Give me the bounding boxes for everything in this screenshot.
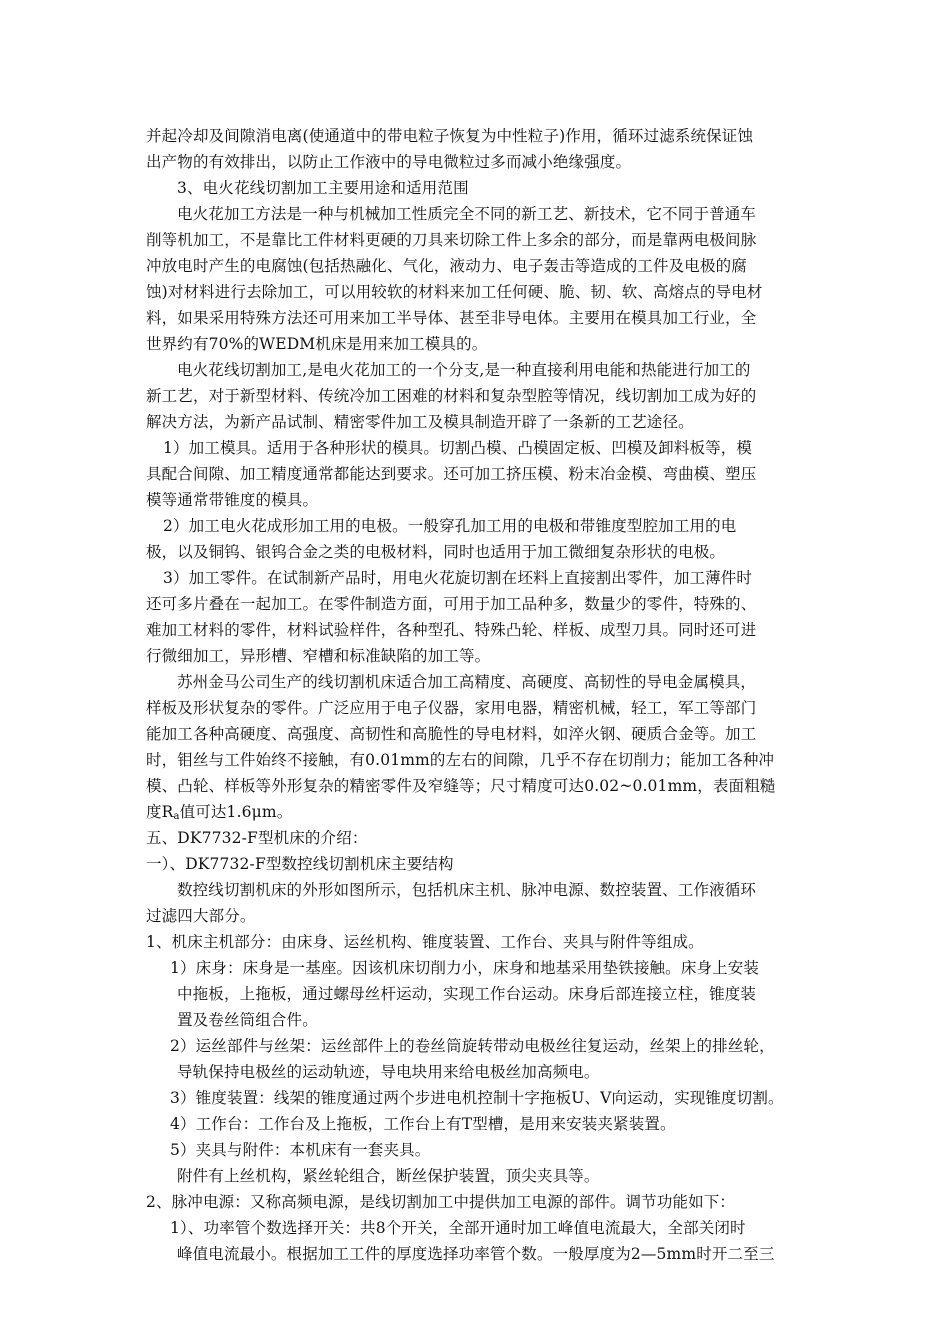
text-line: 模等通常带锥度的模具。 xyxy=(146,491,319,509)
text-line: 模、凸轮、样板等外形复杂的精密零件及窄缝等；尺寸精度可达0.02~0.01mm，表面粗糙 xyxy=(146,777,776,795)
list-item: 3）锥度装置：线架的锥度通过两个步进电机控制十字拖板U、V向运动，实现锥度切割。 xyxy=(170,1089,784,1107)
text-line: 3）加工零件。在试制新产品时，用电火花旋切割在坯料上直接割出零件，加工薄件时 xyxy=(163,569,753,587)
text-line: 数控线切割机床的外形如图所示，包括机床主机、脉冲电源、数控装置、工作液循环 xyxy=(177,881,757,899)
text-line: 过滤四大部分。 xyxy=(146,907,256,925)
text-line: 样板及形状复杂的零件。广泛应用于电子仪器，家用电器，精密机械，轻工，军工等部门 xyxy=(146,699,757,717)
list-heading: 1、机床主机部分：由床身、运丝机构、锥度装置、工作台、夹具与附件等组成。 xyxy=(146,933,704,951)
list-item: 1）、功率管个数选择开关：共8个开关，全部开通时加工峰值电流最大，全部关闭时 xyxy=(170,1219,746,1237)
text-line: 时，钼丝与工件始终不接触，有0.01mm的左右的间隙，几乎不存在切削力；能加工各种冲 xyxy=(146,751,775,769)
text-line: 2）加工电火花成形加工用的电极。一般穿孔加工用的电极和带锥度型腔加工用的电 xyxy=(163,517,737,535)
text-line: 能加工各种高硬度、高强度、高韧性和高脆性的导电材料，如淬火钢、硬质合金等。加工 xyxy=(146,725,757,743)
text-run: 值可达1.6μm。 xyxy=(179,803,293,821)
list-item: 5）夹具与附件：本机床有一套夹具。 xyxy=(170,1141,431,1159)
text-line: 出产物的有效排出，以防止工作液中的导电微粒过多而减小绝缘强度。 xyxy=(146,153,632,171)
text-line: 冲放电时产生的电腐蚀(包括热融化、气化，液动力、电子轰击等造成的工件及电极的腐 xyxy=(146,257,747,275)
text-line: 电火花线切割加工,是电火花加工的一个分支,是一种直接利用电能和热能进行加工的 xyxy=(177,361,751,379)
text-line: 行微细加工，异形槽、窄槽和标准缺陷的加工等。 xyxy=(146,647,491,665)
text-line xyxy=(146,800,292,824)
subsection-heading: 一）、DK7732-F型数控线切割机床主要结构 xyxy=(146,855,454,873)
text-line: 峰值电流最小。根据加工工件的厚度选择功率管个数。一般厚度为2—5mm时开二至三 xyxy=(177,1245,775,1263)
text-line: 电火花加工方法是一种与机械加工性质完全不同的新工艺、新技术，它不同于普通车 xyxy=(177,205,757,223)
text-line: 具配合间隙、加工精度通常都能达到要求。还可加工挤压模、粉末冶金模、弯曲模、塑压 xyxy=(146,465,757,483)
text-line: 削等机加工，不是靠比工件材料更硬的刀具来切除工件上多余的部分，而是靠两电极间脉 xyxy=(146,231,757,249)
text-line: 中拖板，上拖板，通过螺母丝杆运动，实现工作台运动。床身后部连接立柱，锥度装 xyxy=(177,985,757,1003)
text-line: 极，以及铜钨、银钨合金之类的电极材料，同时也适用于加工微细复杂形状的电极。 xyxy=(146,543,726,561)
text-line: 并起冷却及间隙消电离(使通道中的带电粒子恢复为中性粒子)作用，循环过滤系统保证蚀 xyxy=(146,127,754,145)
list-item: 4）工作台：工作台及上拖板，工作台上有T型槽，是用来安装夹紧装置。 xyxy=(170,1115,676,1133)
subscript-a: a xyxy=(173,811,180,822)
text-line: 世界约有70%的WEDM机床是用来加工模具的。 xyxy=(146,335,488,353)
text-line: 蚀)对材料进行去除加工，可以用较软的材料来加工任何硬、脆、韧、软、高熔点的导电材 xyxy=(146,283,763,301)
text-line: 新工艺，对于新型材料、传统冷加工困难的材料和复杂型腔等情况，线切割加工成为好的 xyxy=(146,387,757,405)
text-line: 置及卷丝筒组合件。 xyxy=(177,1011,318,1029)
text-line: 导轨保持电极丝的运动轨迹，导电块用来给电极丝加高频电。 xyxy=(177,1063,600,1081)
text-line: 料，如果采用特殊方法还可用来加工半导体、甚至非导电体。主要用在模具加工行业，全 xyxy=(146,309,757,327)
text-line: 1）加工模具。适用于各种形状的模具。切割凸模、凸模固定板、凹模及卸料板等，模 xyxy=(163,439,753,457)
text-run: 度R xyxy=(146,803,174,821)
text-line: 苏州金马公司生产的线切割机床适合加工高精度、高硬度、高韧性的导电金属模具， xyxy=(177,673,757,691)
section-heading: 五、DK7732-F型机床的介绍： xyxy=(146,829,368,847)
text-line: 还可多片叠在一起加工。在零件制造方面，可用于加工品种多，数量少的零件，特殊的、 xyxy=(146,595,757,613)
list-heading: 2、脉冲电源：又称高频电源，是线切割加工中提供加工电源的部件。调节功能如下： xyxy=(146,1193,736,1211)
text-line: 难加工材料的零件，材料试验样件，各种型孔、特殊凸轮、样板、成型刀具。同时还可进 xyxy=(146,621,757,639)
list-item: 1）床身：床身是一基座。因该机床切削力小，床身和地基采用垫铁接触。床身上安装 xyxy=(170,959,760,977)
text-line: 解决方法，为新产品试制、精密零件加工及模具制造开辟了一条新的工艺途径。 xyxy=(146,413,694,431)
list-item: 2）运丝部件与丝架：运丝部件上的卷丝筒旋转带动电极丝往复运动，丝架上的排丝轮， xyxy=(170,1037,775,1055)
text-line: 附件有上丝机构，紧丝轮组合，断丝保护装置，顶尖夹具等。 xyxy=(177,1167,600,1185)
section-heading: 3、电火花线切割加工主要用途和适用范围 xyxy=(177,179,469,197)
